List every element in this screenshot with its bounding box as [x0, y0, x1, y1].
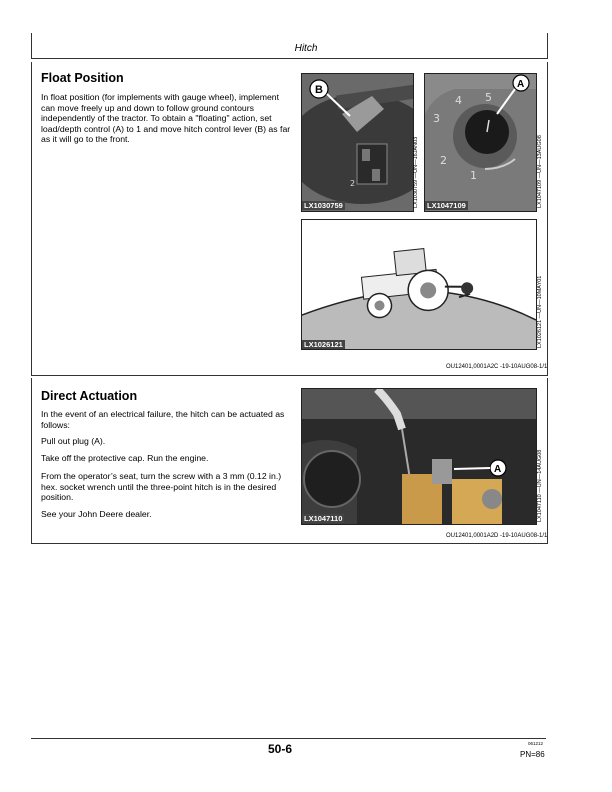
- svg-text:1: 1: [470, 169, 477, 182]
- direct-actuation-text: Take off the protective cap. Run the engine.: [41, 453, 209, 463]
- reference-code: OU12401,0001A2D -19-10AUG08-1/1: [446, 533, 548, 539]
- direct-actuation-text: Pull out plug (A).: [41, 436, 106, 446]
- figure-caption: LX1047110: [304, 514, 343, 523]
- svg-text:2: 2: [350, 179, 356, 188]
- page-number: 50-6: [267, 742, 293, 756]
- figure-caption: LX1026121: [304, 340, 343, 349]
- figure-caption: LX1030759: [304, 201, 343, 210]
- direct-actuation-text: See your John Deere dealer.: [41, 509, 152, 519]
- depth-dial-photo: [424, 73, 537, 212]
- direct-actuation-title: Direct Actuation: [41, 389, 138, 403]
- svg-text:5: 5: [485, 91, 492, 104]
- float-position-title: Float Position: [41, 71, 124, 85]
- float-position-text: In float position (for implements with gauge wheel), implement can move freely up and down to follow ground contours independently of the tractor. To obtain a "floating" action, set load/depth control (A) to 1 and move hitch control lever (B) as far as it will go to the front.: [41, 92, 291, 145]
- figure-side-code: LX1047110 —UN—14AUG08: [537, 449, 543, 522]
- page-header-title: Hitch: [294, 43, 318, 54]
- callout-a: A: [494, 464, 502, 475]
- pn-number: PN=86: [520, 750, 545, 759]
- figure-side-code: LX1026121 —UN—10MAY01: [537, 275, 543, 348]
- actuation-photo: [301, 388, 537, 525]
- callout-a: A: [517, 79, 525, 90]
- figure-caption: LX1047109: [427, 201, 466, 210]
- callout-b: B: [315, 84, 323, 96]
- footer-rule: [31, 738, 546, 739]
- svg-text:3: 3: [433, 112, 440, 125]
- direct-actuation-text: From the operator’s seat, turn the screw with a 3 mm (0.12 in.) hex. socket wrench until the three-point hitch is in the desired position.: [41, 471, 282, 503]
- figure-side-code: LX1030759 —UN—16JAN03: [413, 136, 419, 208]
- hitch-lever-photo: [301, 73, 414, 212]
- svg-text:4: 4: [455, 94, 462, 107]
- reference-code: OU12401,0001A2C -19-10AUG08-1/1: [446, 364, 548, 370]
- footer-code: 061212: [528, 741, 544, 746]
- svg-text:2: 2: [440, 154, 447, 167]
- figure-side-code: LX1047109 —UN—13AUG08: [537, 135, 543, 208]
- direct-actuation-text: In the event of an electrical failure, the hitch can be actuated as follows:: [41, 409, 285, 430]
- tractor-slope-drawing: [301, 219, 537, 350]
